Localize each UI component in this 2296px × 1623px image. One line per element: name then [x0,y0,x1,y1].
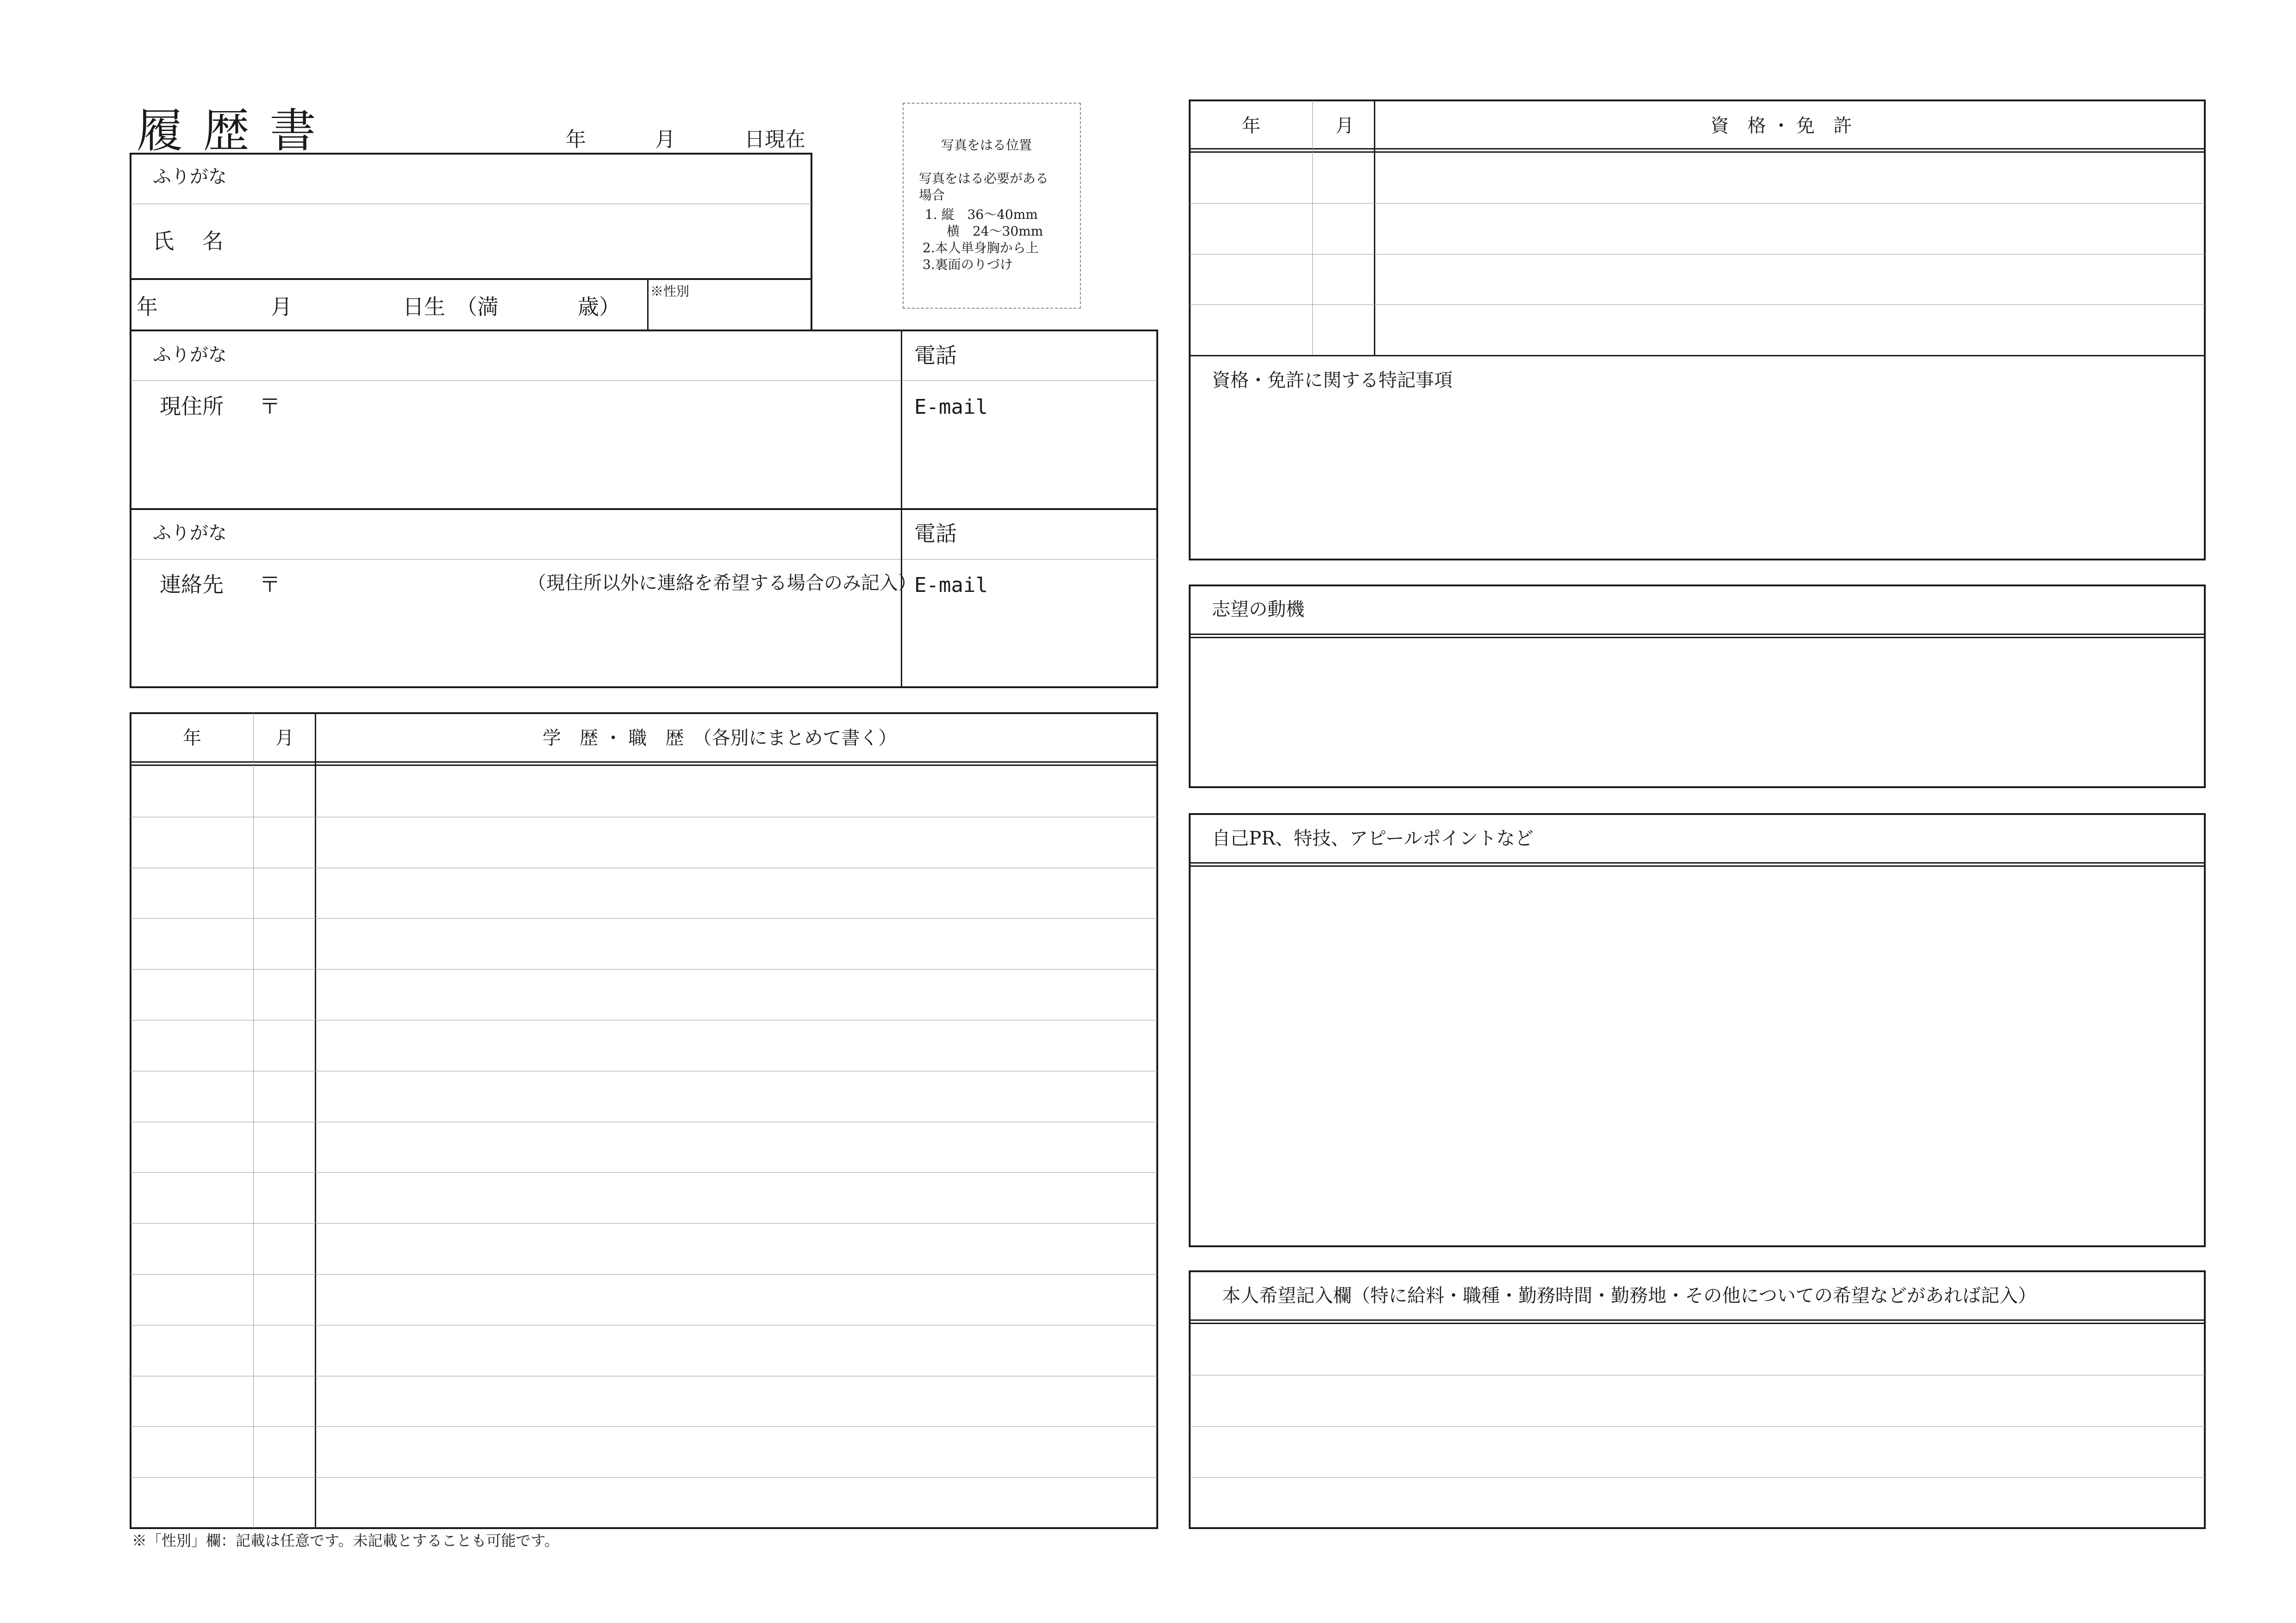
divider [1190,634,2205,638]
history-year-cell[interactable] [131,1274,253,1325]
license-month-cell[interactable] [1313,203,1374,254]
divider [1190,148,2205,153]
postal-mark: 〒 [259,572,281,597]
photo-size-1: 1. 縦 36～40mm [925,207,1038,222]
contact-phone-label: 電話 [914,521,957,546]
postal-mark: 〒 [259,394,281,419]
history-desc-cell[interactable] [316,766,1157,817]
address-email-field[interactable] [907,426,1153,502]
photo-note: 場合 [919,187,945,203]
history-year-cell[interactable] [131,1477,253,1528]
license-desc-cell[interactable] [1375,254,2205,305]
wishes-line[interactable] [1190,1477,2205,1528]
history-month-cell[interactable] [254,868,315,919]
history-desc-cell[interactable] [316,868,1157,919]
wishes-label: 本人希望記入欄（特に給料・職種・勤務時間・勤務地・その他についての希望などがあれば記入） [1222,1285,2037,1306]
address-furigana-label: ふりがな [153,344,227,366]
divider [1190,862,2205,867]
license-desc-cell[interactable] [1375,203,2205,254]
date-month-label: 月 [655,128,675,151]
history-month-cell[interactable] [254,817,315,868]
history-desc-cell[interactable] [316,1223,1157,1274]
license-month-cell[interactable] [1313,305,1374,355]
contact-field[interactable] [287,597,893,680]
page-title: 履 歴 書 [137,104,319,158]
divider [131,508,1157,510]
license-col-year: 年 [1242,115,1260,137]
history-desc-cell[interactable] [316,1122,1157,1173]
address-phone-field[interactable] [981,338,1153,375]
history-desc-cell[interactable] [316,1071,1157,1122]
contact-label: 連絡先 [160,572,224,597]
photo-size-2: 横 24～30mm [947,224,1043,239]
name-furigana-field[interactable] [259,163,792,195]
license-desc-cell[interactable] [1375,153,2205,203]
history-year-cell[interactable] [131,1071,253,1122]
divider [1312,100,1313,355]
history-desc-cell[interactable] [316,1274,1157,1325]
license-notes-label: 資格・免許に関する特記事項 [1212,370,1453,391]
history-year-cell[interactable] [131,1020,253,1071]
history-year-cell[interactable] [131,1376,253,1427]
address-furigana-field[interactable] [259,338,893,375]
birth-month-label: 月 [271,294,292,319]
license-year-cell[interactable] [1190,203,1312,254]
photo-area[interactable] [903,103,1081,309]
contact-email-label: E-mail [914,573,988,597]
license-col-month: 月 [1335,115,1354,137]
history-month-cell[interactable] [254,1325,315,1376]
history-month-cell[interactable] [254,1020,315,1071]
self-pr-label: 自己PR、特技、アピールポイントなど [1212,828,1534,849]
license-col-desc: 資 格 ・ 免 許 [1710,115,1852,137]
wishes-line[interactable] [1190,1375,2205,1426]
motivation-field[interactable] [1194,641,2201,784]
birth-day-label: 日生 （満 [403,294,499,319]
divider [902,559,1157,560]
address-phone-label: 電話 [914,343,957,368]
history-year-cell[interactable] [131,766,253,817]
gender-label: ※性別 [650,284,690,299]
photo-note-3: 3.裏面のりづけ [923,257,1013,272]
divider [647,279,649,330]
history-desc-cell[interactable] [316,918,1157,969]
photo-note: 写真をはる必要がある [919,171,1049,186]
license-notes-field[interactable] [1194,398,2201,555]
contact-furigana-field[interactable] [259,516,893,553]
footnote: ※「性別」欄：記載は任意です。未記載とすることも可能です。 [132,1532,559,1549]
history-desc-cell[interactable] [316,969,1157,1020]
photo-note-2: 2.本人単身胸から上 [923,240,1039,255]
date-as-of-label: 日現在 [744,128,805,151]
wishes-line[interactable] [1190,1324,2205,1375]
age-label: 歳） [578,294,620,319]
contact-furigana-label: ふりがな [153,522,227,544]
license-year-cell[interactable] [1190,153,1312,203]
divider [131,761,1157,766]
history-year-cell[interactable] [131,1122,253,1173]
history-year-cell[interactable] [131,817,253,868]
history-month-cell[interactable] [254,1274,315,1325]
history-year-cell[interactable] [131,1325,253,1376]
history-desc-cell[interactable] [316,1325,1157,1376]
divider [131,380,901,381]
divider [1190,355,2205,356]
history-month-cell[interactable] [254,969,315,1020]
divider [1190,1319,2205,1324]
history-year-cell[interactable] [131,918,253,969]
history-month-cell[interactable] [254,1172,315,1223]
license-year-cell[interactable] [1190,254,1312,305]
gender-field[interactable] [650,301,808,329]
history-month-cell[interactable] [254,1122,315,1173]
license-month-cell[interactable] [1313,153,1374,203]
history-year-cell[interactable] [131,1223,253,1274]
history-col-year: 年 [183,728,201,749]
history-month-cell[interactable] [254,1071,315,1122]
history-year-cell[interactable] [131,1426,253,1477]
history-desc-cell[interactable] [316,1376,1157,1427]
date-year-label: 年 [566,128,586,151]
self-pr-field[interactable] [1194,870,2201,1243]
history-year-cell[interactable] [131,1172,253,1223]
history-year-cell[interactable] [131,868,253,919]
history-month-cell[interactable] [254,1426,315,1477]
history-desc-cell[interactable] [316,1477,1157,1528]
history-month-cell[interactable] [254,1223,315,1274]
name-label: 氏 名 [153,229,224,254]
contact-phone-field[interactable] [981,516,1153,553]
history-year-cell[interactable] [131,969,253,1020]
license-desc-cell[interactable] [1375,305,2205,355]
history-month-cell[interactable] [254,1477,315,1528]
license-year-cell[interactable] [1190,305,1312,355]
history-desc-cell[interactable] [316,1426,1157,1477]
motivation-label: 志望の動機 [1212,599,1304,620]
birth-year-label: 年 [137,294,158,319]
wishes-line[interactable] [1190,1426,2205,1477]
contact-note: （現住所以外に連絡を希望する場合のみ記入） [528,572,917,594]
license-month-cell[interactable] [1313,254,1374,305]
address-label: 現住所 [160,394,224,419]
address-email-label: E-mail [914,395,988,419]
contact-email-field[interactable] [907,602,1153,680]
name-field[interactable] [259,211,792,273]
history-desc-cell[interactable] [316,817,1157,868]
address-field[interactable] [287,389,893,502]
divider [131,559,901,560]
history-col-month: 月 [275,728,294,749]
history-month-cell[interactable] [254,918,315,969]
divider [902,380,1157,381]
history-month-cell[interactable] [254,1376,315,1427]
history-month-cell[interactable] [254,766,315,817]
photo-title: 写真をはる位置 [941,137,1032,153]
history-desc-cell[interactable] [316,1172,1157,1223]
name-furigana-label: ふりがな [153,166,227,187]
history-col-desc: 学 歴 ・ 職 歴 （各別にまとめて書く） [543,728,897,749]
history-desc-cell[interactable] [316,1020,1157,1071]
